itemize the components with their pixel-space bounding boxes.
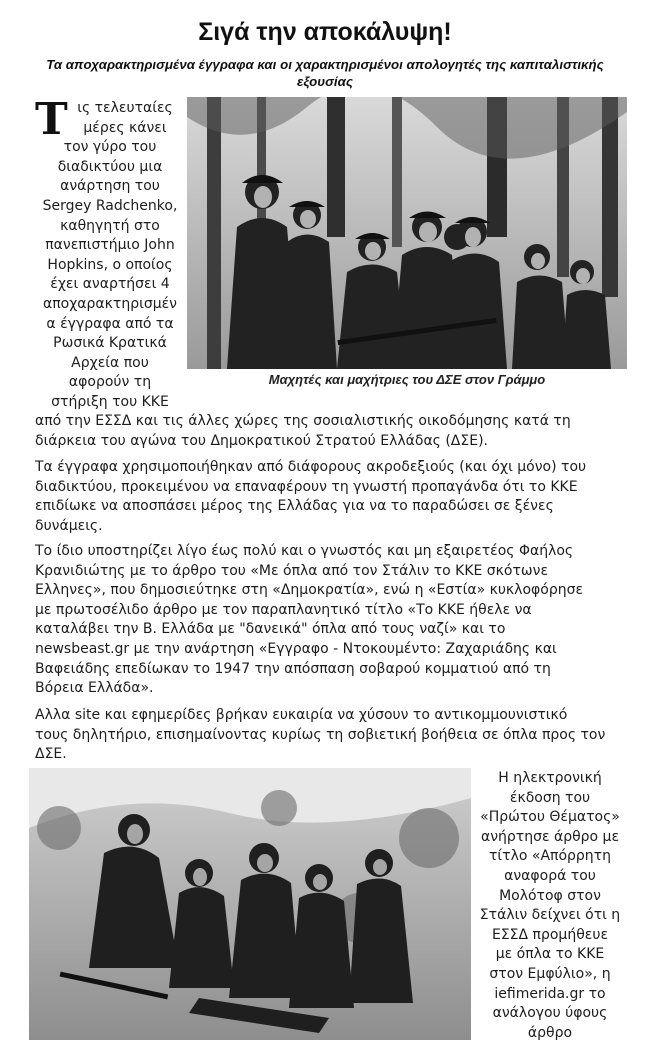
text-line: Στάλιν δείχνει ότι η — [479, 907, 621, 924]
text-line: Το ίδιο υποστηρίζει λίγο έως πολύ και ο γνωστός και μη εξαιρετέος Φαήλος — [35, 543, 574, 559]
text-line: στήριξη του ΚΚΕ — [51, 393, 169, 410]
text-line: στον Εμφύλιο», η — [489, 965, 611, 982]
text-line: από την ΕΣΣΔ και τις άλλες χώρες της σοσιαλιστικής οικοδόμησης κατά τη — [35, 413, 571, 429]
text-line: δυνάμεις. — [35, 517, 103, 534]
paragraph-2 — [35, 458, 625, 536]
text-line: ΔΣΕ. — [35, 746, 67, 763]
text-line: καταλάβει την Β. Ελλάδα με "δανεικά" όπλα από τους ναζί» και το — [35, 621, 506, 638]
text-line: έκδοση του — [509, 789, 591, 806]
photo-caption: Μαχητές και μαχήτριες του ΔΣΕ στον Γράμμο — [268, 372, 546, 387]
text-line: αφορούν τη — [68, 374, 152, 391]
text-line: άρθρο — [527, 1024, 573, 1041]
text-line: διάρκεια του αγώνα του Δημοκρατικού Στρατού Ελλάδας (ΔΣΕ). — [35, 432, 488, 449]
text-line: με πρωτοσέλιδο άρθρο με τον παραπλανητικό τίτλο «Το ΚΚΕ ήθελε να — [35, 601, 532, 618]
text-line: Αλλα site και εφημερίδες βρήκαν ευκαιρία να χύσουν το αντικομμουνιστικό — [35, 707, 568, 723]
text-line: iefimerida.gr το — [494, 985, 606, 1002]
text-line: διαδικτύου μια — [57, 158, 163, 175]
article-title: Σιγά την αποκάλυψη! — [198, 18, 452, 46]
text-line: τον γύρο του — [63, 139, 157, 156]
text-line: Τα έγγραφα χρησιμοποιήθηκαν από διάφορους ακροδεξιούς (και όχι μόνο) του — [35, 459, 587, 475]
text-line: α έγγραφα από τα — [46, 315, 174, 332]
text-line: Αρχεία που — [71, 354, 149, 371]
text-line: ΕΣΣΔ προμήθευε — [491, 926, 609, 943]
text-line: διαδικτύου, προκειμένου να επαναφέρουν τη γνωστή προπαγάνδα ότι το ΚΚΕ — [35, 478, 578, 495]
paragraph-1-wide — [35, 412, 625, 451]
text-line: «Πρώτου Θέματος» — [480, 809, 620, 826]
text-line: τους δηλητήριο, επισημαίνοντας κυρίως τη σοβιετική βοήθεια σε όπλα προς τον — [35, 726, 606, 743]
text-line: μέρες κάνει — [83, 119, 167, 136]
text-line: ανάλογου ύφους — [492, 1005, 608, 1022]
text-line: με όπλα το ΚΚΕ — [495, 946, 605, 963]
text-line: ις τελευταίες — [77, 100, 173, 116]
fighters-forest-photo — [187, 97, 627, 369]
text-line: Βόρεια Ελλάδα». — [35, 680, 154, 697]
text-line: αποχαρακτηρισμέν — [43, 295, 177, 312]
text-line: Hopkins, ο οποίος — [47, 256, 173, 273]
text-line: newsbeast.gr με την ανάρτηση «Εγγραφο - Ντοκουμέντο: Ζαχαριάδης και — [35, 640, 557, 657]
text-line: Βαφειάδης επεδίωκαν το 1947 την απόσπαση σοβαρού κομματιού από τη — [35, 660, 551, 677]
text-line: Κρανιδιώτης με το άρθρο του «Με όπλα από τον Στάλιν το ΚΚΕ σκότωνε — [35, 562, 549, 579]
paragraph-3 — [35, 542, 625, 699]
text-line: πανεπιστήμιο John — [45, 237, 175, 254]
text-line: ανάρτηση του — [60, 178, 160, 195]
paragraph-5-narrow — [475, 769, 625, 1043]
text-line: καθηγητή στο — [60, 217, 160, 234]
text-line: επιδίωκε να αποσπάσει μέρος της Ελλάδας για να το παραδώσει σε ξένες — [35, 498, 554, 515]
paragraph-1-narrow — [35, 94, 185, 413]
text-line: Ρωσικά Κρατικά — [53, 335, 167, 352]
paragraph-4 — [35, 706, 625, 765]
text-line: ανήρτησε άρθρο με — [480, 828, 620, 845]
article-subtitle: Τα αποχαρακτηρισμένα έγγραφα και οι χαρακτηρισμένοι απολογητές της καπιταλιστικής εξουσίας — [46, 57, 604, 89]
text-line: τίτλο «Απόρρητη — [489, 848, 611, 865]
text-line: έχει αναρτήσει 4 — [50, 276, 170, 293]
text-line: Μολότοφ στον — [499, 887, 601, 904]
text-line: Ελληνες», που δημοσιεύτηκε στη «Δημοκρατία», ενώ η «Εστία» κυκλοφόρησε — [35, 582, 584, 599]
text-line: Η ηλεκτρονική — [498, 770, 602, 786]
drop-cap: Τ — [35, 94, 68, 145]
text-line: αναφορά του — [504, 867, 596, 884]
text-line: Sergey Radchenko, — [42, 197, 178, 214]
fighters-hillside-photo — [29, 768, 471, 1040]
